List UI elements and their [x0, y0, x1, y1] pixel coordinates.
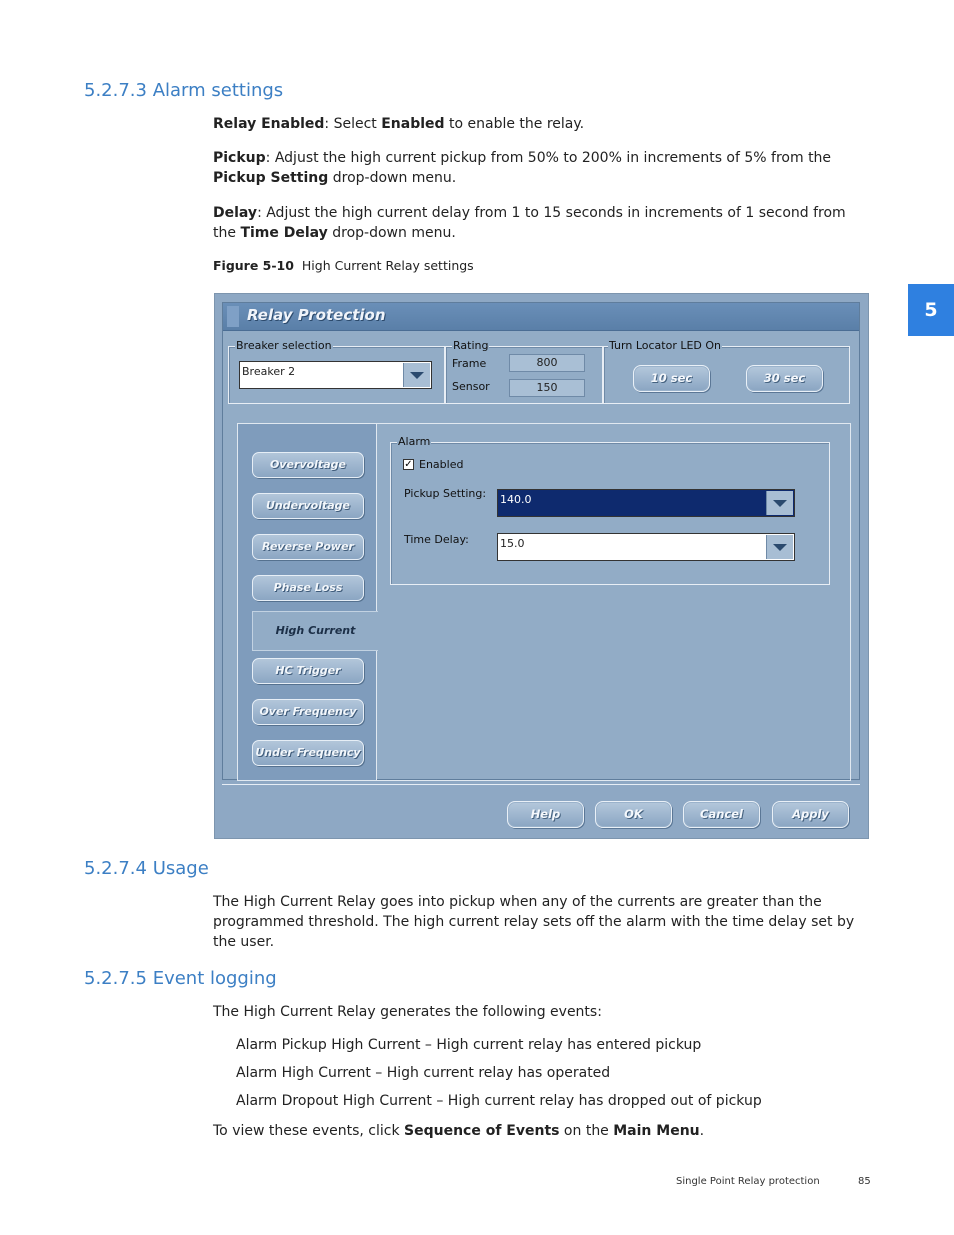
text: drop-down menu.	[327, 225, 456, 241]
time-delay-value: 15.0	[500, 537, 525, 550]
text: drop-down menu.	[328, 170, 457, 186]
section-heading-alarm-settings: 5.2.7.3 Alarm settings	[84, 80, 284, 101]
para-usage: The High Current Relay goes into pickup when any of the currents are greater than the programmed threshold. The high current relay sets off the alarm with the time delay set by the user.	[213, 894, 855, 950]
para-events-intro: The High Current Relay generates the following events:	[213, 1004, 602, 1020]
figure-caption	[213, 258, 474, 273]
para-pickup	[213, 148, 873, 188]
chevron-down-icon[interactable]	[766, 491, 793, 515]
sensor-value: 150	[509, 379, 585, 397]
text: To view these events, click	[213, 1123, 405, 1139]
section-heading-usage: 5.2.7.4 Usage	[84, 858, 209, 879]
term-pickup: Pickup	[213, 150, 266, 166]
help-button[interactable]: Help	[507, 801, 584, 828]
sensor-label: Sensor	[452, 380, 490, 393]
breaker-select[interactable]	[239, 361, 432, 389]
term-main-menu: Main Menu	[613, 1123, 700, 1139]
pickup-setting-select[interactable]	[497, 489, 795, 517]
para-view-events	[213, 1121, 873, 1141]
time-delay-select[interactable]	[497, 533, 795, 561]
ok-button[interactable]: OK	[595, 801, 672, 828]
text: : Adjust the high current delay from 1 to 15 seconds in increments of 1 second from the	[213, 205, 846, 241]
window-title: Relay Protection	[247, 306, 386, 324]
text: : Adjust the high current pickup from 50% to 200% in increments of 5% from the	[265, 150, 832, 166]
relay-tab-list	[237, 423, 377, 781]
tab-reverse-power[interactable]: Reverse Power	[252, 534, 364, 560]
tab-under-frequency[interactable]: Under Frequency	[252, 740, 364, 766]
section-heading-event-logging: 5.2.7.5 Event logging	[84, 968, 277, 989]
para-relay-enabled	[213, 114, 873, 134]
term-time-delay: Time Delay	[240, 225, 328, 241]
tab-overvoltage[interactable]: Overvoltage	[252, 452, 364, 478]
locator-led-group	[603, 339, 850, 404]
text: : Select	[324, 116, 382, 132]
enabled-checkbox[interactable]: ✓	[404, 459, 413, 470]
screenshot-figure	[214, 293, 869, 839]
term-pickup-setting: Pickup Setting	[213, 170, 329, 186]
tab-over-frequency[interactable]: Over Frequency	[252, 699, 364, 725]
frame-value: 800	[509, 354, 585, 372]
tab-undervoltage[interactable]: Undervoltage	[252, 493, 364, 519]
alarm-group-label: Alarm	[398, 435, 431, 448]
rating-group	[445, 339, 603, 404]
term-sequence-of-events: Sequence of Events	[404, 1123, 560, 1139]
breaker-select-value: Breaker 2	[242, 365, 296, 378]
text: to enable the relay.	[444, 116, 585, 132]
locator-30-sec-button[interactable]: 30 sec	[746, 365, 823, 392]
alarm-group	[390, 435, 830, 585]
tab-phase-loss[interactable]: Phase Loss	[252, 575, 364, 601]
locator-led-label: Turn Locator LED On	[609, 339, 722, 352]
pickup-setting-value: 140.0	[500, 493, 532, 506]
term-enabled: Enabled	[381, 116, 445, 132]
pickup-setting-label: Pickup Setting:	[404, 487, 487, 500]
event-item: Alarm Pickup High Current – High current relay has entered pickup	[236, 1037, 702, 1053]
chevron-down-icon[interactable]	[403, 363, 430, 387]
event-item: Alarm Dropout High Current – High current relay has dropped out of pickup	[236, 1093, 762, 1109]
divider	[222, 784, 860, 785]
title-bar	[223, 303, 859, 331]
time-delay-label: Time Delay:	[404, 533, 469, 546]
figure-label: Figure 5-10	[213, 258, 294, 273]
breaker-selection-group	[228, 339, 445, 404]
frame-label: Frame	[452, 357, 487, 370]
tab-hc-trigger[interactable]: HC Trigger	[252, 658, 364, 684]
text: on the	[559, 1123, 614, 1139]
tab-high-current[interactable]: High Current	[252, 611, 378, 651]
event-item: Alarm High Current – High current relay has operated	[236, 1065, 611, 1081]
footer-page-number: 85	[858, 1176, 871, 1187]
term-delay: Delay	[213, 205, 258, 221]
figure-title: High Current Relay settings	[301, 258, 474, 273]
breaker-selection-label: Breaker selection	[236, 339, 332, 352]
locator-10-sec-button[interactable]: 10 sec	[633, 365, 710, 392]
text: .	[699, 1123, 705, 1139]
title-bar-mark	[227, 306, 239, 327]
para-delay	[213, 203, 873, 243]
relay-protection-window	[222, 302, 860, 780]
chevron-down-icon[interactable]	[766, 535, 793, 559]
term-relay-enabled: Relay Enabled	[213, 116, 325, 132]
cancel-button[interactable]: Cancel	[683, 801, 760, 828]
high-current-panel	[377, 423, 851, 781]
footer-doc-title: Single Point Relay protection	[676, 1176, 820, 1187]
chapter-tab: 5	[908, 284, 954, 336]
enabled-label: Enabled	[419, 458, 464, 471]
apply-button[interactable]: Apply	[772, 801, 849, 828]
rating-label: Rating	[453, 339, 489, 352]
